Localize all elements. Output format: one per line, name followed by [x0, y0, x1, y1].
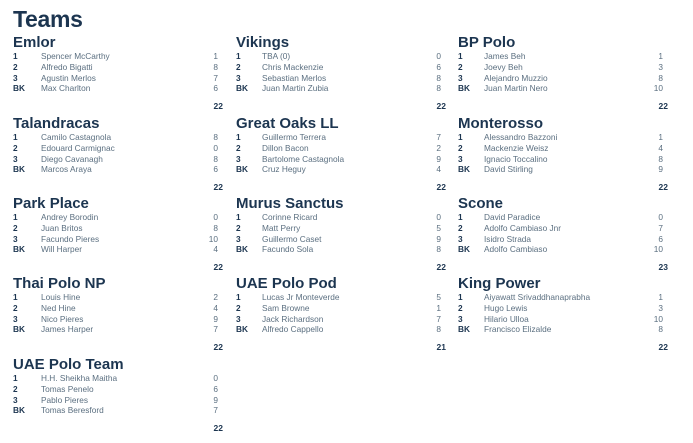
team-total-row	[13, 423, 223, 435]
team-block	[458, 115, 668, 194]
player-position: 2	[13, 222, 18, 233]
player-name: Jack Richardson	[262, 313, 324, 324]
player-name: Dillon Bacon	[262, 142, 309, 153]
player-list	[458, 51, 663, 94]
player-handicap: 8	[658, 324, 663, 335]
player-row	[236, 154, 441, 165]
team-total-row	[13, 101, 223, 113]
player-name: Juan Martin Nero	[484, 83, 548, 94]
player-row	[13, 73, 218, 84]
player-position: 3	[236, 313, 241, 324]
player-row	[236, 51, 441, 62]
player-handicap: 9	[436, 233, 441, 244]
player-handicap: 10	[653, 313, 663, 324]
player-name: Tomas Beresford	[41, 405, 104, 416]
player-handicap: 8	[436, 83, 441, 94]
team-name: Emlor	[13, 34, 56, 51]
player-handicap: 3	[658, 302, 663, 313]
player-handicap: 7	[436, 132, 441, 142]
player-name: David Stirling	[484, 164, 533, 175]
team-total-handicap: 22	[213, 262, 223, 273]
player-handicap: 9	[436, 153, 441, 164]
player-position: 2	[236, 302, 241, 313]
player-name: Aiyawatt Srivaddhanaprabha	[484, 292, 591, 302]
player-position: BK	[13, 324, 25, 335]
player-position: 3	[236, 233, 241, 244]
player-list	[13, 51, 218, 94]
player-handicap: 4	[213, 302, 218, 313]
player-handicap: 8	[436, 72, 441, 83]
player-row	[458, 73, 663, 84]
player-name: Diego Cavanagh	[41, 153, 103, 164]
player-name: Joevy Beh	[484, 61, 523, 72]
player-list	[458, 292, 663, 335]
player-position: BK	[236, 324, 248, 335]
player-position: 1	[236, 51, 241, 61]
player-handicap: 10	[653, 83, 663, 94]
player-handicap: 1	[436, 302, 441, 313]
player-list	[13, 132, 218, 175]
player-position: BK	[458, 244, 470, 255]
player-name: Hugo Lewis	[484, 302, 528, 313]
player-row	[458, 244, 663, 255]
player-list	[13, 212, 218, 255]
player-name: Corinne Ricard	[262, 212, 318, 222]
player-row	[13, 314, 218, 325]
player-handicap: 7	[213, 405, 218, 416]
team-total-row	[458, 101, 668, 113]
team-total-handicap: 22	[658, 182, 668, 193]
team-total-handicap: 22	[436, 182, 446, 193]
player-handicap: 4	[213, 244, 218, 255]
team-name: King Power	[458, 275, 541, 292]
player-name: Lucas Jr Monteverde	[262, 292, 340, 302]
player-name: Juan Britos	[41, 222, 83, 233]
player-row	[458, 292, 663, 303]
player-position: 2	[13, 302, 18, 313]
player-list	[236, 51, 441, 94]
team-total-row	[236, 262, 446, 274]
player-list	[13, 373, 218, 416]
team-block	[458, 195, 668, 274]
player-name: Ned Hine	[41, 302, 76, 313]
player-handicap: 6	[213, 383, 218, 394]
player-row	[236, 143, 441, 154]
player-row	[236, 244, 441, 255]
player-name: Alejandro Muzzio	[484, 72, 548, 83]
player-name: Edouard Carmignac	[41, 142, 115, 153]
team-block	[236, 115, 446, 194]
player-row	[13, 164, 218, 175]
player-handicap: 5	[436, 222, 441, 233]
player-handicap: 7	[436, 313, 441, 324]
player-name: Matt Perry	[262, 222, 301, 233]
team-name: Great Oaks LL	[236, 115, 339, 132]
team-total-row	[236, 342, 446, 354]
player-name: Sebastian Merlos	[262, 72, 327, 83]
player-name: Facundo Pieres	[41, 233, 100, 244]
player-position: BK	[458, 83, 470, 94]
player-list	[458, 132, 663, 175]
team-name: BP Polo	[458, 34, 516, 51]
player-row	[458, 234, 663, 245]
player-handicap: 0	[213, 373, 218, 383]
player-name: Camilo Castagnola	[41, 132, 112, 142]
player-name: Guillermo Caset	[262, 233, 322, 244]
player-position: 1	[458, 292, 463, 302]
player-name: Louis Hine	[41, 292, 81, 302]
player-position: 1	[13, 373, 18, 383]
team-block	[13, 115, 223, 194]
player-position: 3	[13, 394, 18, 405]
player-row	[13, 51, 218, 62]
player-row	[236, 83, 441, 94]
player-name: Ignacio Toccalino	[484, 153, 548, 164]
player-position: 2	[458, 302, 463, 313]
player-name: TBA (0)	[262, 51, 291, 61]
team-name: Vikings	[236, 34, 290, 51]
team-block	[458, 275, 668, 354]
team-block	[236, 195, 446, 274]
player-name: Spencer McCarthy	[41, 51, 110, 61]
player-handicap: 1	[658, 132, 663, 142]
player-name: Sam Browne	[262, 302, 310, 313]
team-block	[13, 356, 223, 435]
team-name: Talandracas	[13, 115, 100, 132]
player-row	[236, 164, 441, 175]
player-position: BK	[13, 164, 25, 175]
player-name: Pablo Pieres	[41, 394, 89, 405]
player-position: 1	[236, 212, 241, 222]
player-position: 1	[458, 51, 463, 61]
team-name: UAE Polo Pod	[236, 275, 337, 292]
team-name: Murus Sanctus	[236, 195, 344, 212]
player-list	[236, 292, 441, 335]
player-name: H.H. Sheikha Maitha	[41, 373, 118, 383]
player-name: Bartolome Castagnola	[262, 153, 345, 164]
player-handicap: 2	[436, 142, 441, 153]
player-list	[458, 212, 663, 255]
player-name: David Paradice	[484, 212, 541, 222]
player-row	[13, 324, 218, 335]
player-row	[13, 212, 218, 223]
team-block	[236, 34, 446, 113]
player-row	[458, 164, 663, 175]
player-position: 2	[458, 61, 463, 72]
team-block	[13, 34, 223, 113]
team-block	[13, 275, 223, 354]
player-handicap: 8	[213, 222, 218, 233]
player-position: 2	[236, 61, 241, 72]
player-row	[458, 223, 663, 234]
team-total-handicap: 22	[658, 342, 668, 353]
player-handicap: 6	[436, 61, 441, 72]
team-total-handicap: 22	[213, 342, 223, 353]
team-total-handicap: 22	[436, 262, 446, 273]
player-handicap: 8	[658, 153, 663, 164]
player-row	[236, 314, 441, 325]
player-handicap: 6	[213, 164, 218, 175]
player-handicap: 8	[658, 72, 663, 83]
player-name: Facundo Sola	[262, 244, 314, 255]
player-position: 1	[13, 51, 18, 61]
player-row	[13, 223, 218, 234]
player-row	[13, 132, 218, 143]
team-name: Park Place	[13, 195, 89, 212]
player-handicap: 2	[213, 292, 218, 302]
player-position: 3	[458, 72, 463, 83]
player-position: BK	[13, 83, 25, 94]
player-position: 2	[236, 222, 241, 233]
player-handicap: 0	[658, 212, 663, 222]
player-name: Mackenzie Weisz	[484, 142, 549, 153]
team-total-row	[458, 342, 668, 354]
team-block	[13, 195, 223, 274]
player-name: Alfredo Bigatti	[41, 61, 93, 72]
team-total-row	[458, 262, 668, 274]
player-handicap: 7	[213, 72, 218, 83]
player-position: 2	[13, 142, 18, 153]
player-handicap: 9	[213, 394, 218, 405]
player-name: Chris Mackenzie	[262, 61, 324, 72]
player-handicap: 1	[658, 292, 663, 302]
player-row	[458, 154, 663, 165]
player-position: BK	[13, 405, 25, 416]
player-name: Hilario Ulloa	[484, 313, 529, 324]
team-name: UAE Polo Team	[13, 356, 124, 373]
team-total-row	[13, 262, 223, 274]
player-position: 1	[458, 132, 463, 142]
player-position: BK	[13, 244, 25, 255]
team-block	[458, 34, 668, 113]
team-total-handicap: 23	[658, 262, 668, 273]
team-total-handicap: 22	[213, 182, 223, 193]
player-position: BK	[236, 244, 248, 255]
player-handicap: 9	[213, 313, 218, 324]
player-name: Cruz Heguy	[262, 164, 306, 175]
player-name: Max Charlton	[41, 83, 91, 94]
player-position: 3	[458, 233, 463, 244]
player-handicap: 6	[658, 233, 663, 244]
player-row	[458, 314, 663, 325]
player-name: Adolfo Cambiaso	[484, 244, 548, 255]
player-row	[13, 384, 218, 395]
player-name: Alfredo Cappello	[262, 324, 324, 335]
player-name: Will Harper	[41, 244, 83, 255]
player-row	[13, 303, 218, 314]
player-position: 1	[13, 212, 18, 222]
player-row	[458, 132, 663, 143]
player-row	[236, 223, 441, 234]
team-total-handicap: 21	[436, 342, 446, 353]
player-position: BK	[236, 164, 248, 175]
player-list	[236, 212, 441, 255]
player-position: 1	[13, 292, 18, 302]
team-total-row	[236, 101, 446, 113]
player-name: Alessandro Bazzoni	[484, 132, 558, 142]
player-position: 3	[13, 233, 18, 244]
player-row	[236, 234, 441, 245]
team-total-handicap: 22	[213, 101, 223, 112]
team-total-row	[458, 182, 668, 194]
player-row	[458, 62, 663, 73]
player-name: James Harper	[41, 324, 94, 335]
player-handicap: 1	[658, 51, 663, 61]
player-name: Guillermo Terrera	[262, 132, 326, 142]
player-position: 3	[236, 153, 241, 164]
player-row	[458, 83, 663, 94]
player-handicap: 3	[658, 61, 663, 72]
player-handicap: 0	[436, 212, 441, 222]
player-name: Marcos Araya	[41, 164, 92, 175]
player-row	[13, 234, 218, 245]
player-name: Francisco Elizalde	[484, 324, 552, 335]
player-row	[236, 132, 441, 143]
team-name: Thai Polo NP	[13, 275, 106, 292]
player-name: Tomas Penelo	[41, 383, 94, 394]
player-handicap: 7	[213, 324, 218, 335]
player-position: 3	[13, 313, 18, 324]
player-position: 1	[13, 132, 18, 142]
player-position: 3	[13, 153, 18, 164]
player-row	[236, 292, 441, 303]
player-position: 1	[236, 132, 241, 142]
player-row	[13, 292, 218, 303]
player-name: Andrey Borodin	[41, 212, 99, 222]
player-name: Adolfo Cambiaso Jnr	[484, 222, 562, 233]
team-total-handicap: 22	[436, 101, 446, 112]
player-row	[13, 143, 218, 154]
player-handicap: 0	[213, 142, 218, 153]
player-handicap: 8	[213, 61, 218, 72]
player-position: BK	[236, 83, 248, 94]
player-list	[13, 292, 218, 335]
player-position: 2	[236, 142, 241, 153]
player-row	[458, 51, 663, 62]
player-handicap: 0	[436, 51, 441, 61]
player-position: 2	[458, 222, 463, 233]
player-position: 2	[13, 61, 18, 72]
player-position: 1	[458, 212, 463, 222]
player-list	[236, 132, 441, 175]
player-row	[458, 212, 663, 223]
player-handicap: 1	[213, 51, 218, 61]
player-handicap: 8	[436, 244, 441, 255]
player-handicap: 6	[213, 83, 218, 94]
player-row	[458, 303, 663, 314]
player-handicap: 0	[213, 212, 218, 222]
player-handicap: 4	[658, 142, 663, 153]
player-position: BK	[458, 164, 470, 175]
player-row	[458, 324, 663, 335]
player-position: 2	[13, 383, 18, 394]
player-row	[13, 395, 218, 406]
team-name: Monterosso	[458, 115, 544, 132]
player-name: Juan Martin Zubia	[262, 83, 329, 94]
player-name: James Beh	[484, 51, 526, 61]
player-row	[13, 83, 218, 94]
player-position: 2	[458, 142, 463, 153]
player-position: 3	[458, 153, 463, 164]
team-total-row	[13, 182, 223, 194]
team-total-row	[236, 182, 446, 194]
player-position: 3	[13, 72, 18, 83]
team-block	[236, 275, 446, 354]
player-position: 3	[236, 72, 241, 83]
page-title: Teams	[13, 6, 83, 32]
player-handicap: 7	[658, 222, 663, 233]
player-name: Isidro Strada	[484, 233, 532, 244]
player-row	[13, 62, 218, 73]
player-position: BK	[458, 324, 470, 335]
player-handicap: 8	[213, 132, 218, 142]
player-position: 3	[458, 313, 463, 324]
player-row	[236, 303, 441, 314]
player-handicap: 8	[213, 153, 218, 164]
player-name: Agustin Merlos	[41, 72, 96, 83]
player-handicap: 10	[208, 233, 218, 244]
team-name: Scone	[458, 195, 504, 212]
player-handicap: 9	[658, 164, 663, 175]
player-row	[458, 143, 663, 154]
player-row	[13, 154, 218, 165]
team-total-handicap: 22	[658, 101, 668, 112]
player-handicap: 8	[436, 324, 441, 335]
player-row	[13, 244, 218, 255]
player-handicap: 10	[653, 244, 663, 255]
player-position: 1	[236, 292, 241, 302]
player-row	[236, 324, 441, 335]
player-name: Nico Pieres	[41, 313, 84, 324]
player-row	[13, 373, 218, 384]
team-total-handicap: 22	[213, 423, 223, 434]
player-handicap: 5	[436, 292, 441, 302]
player-handicap: 4	[436, 164, 441, 175]
player-row	[236, 73, 441, 84]
player-row	[13, 405, 218, 416]
team-total-row	[13, 342, 223, 354]
player-row	[236, 212, 441, 223]
player-row	[236, 62, 441, 73]
